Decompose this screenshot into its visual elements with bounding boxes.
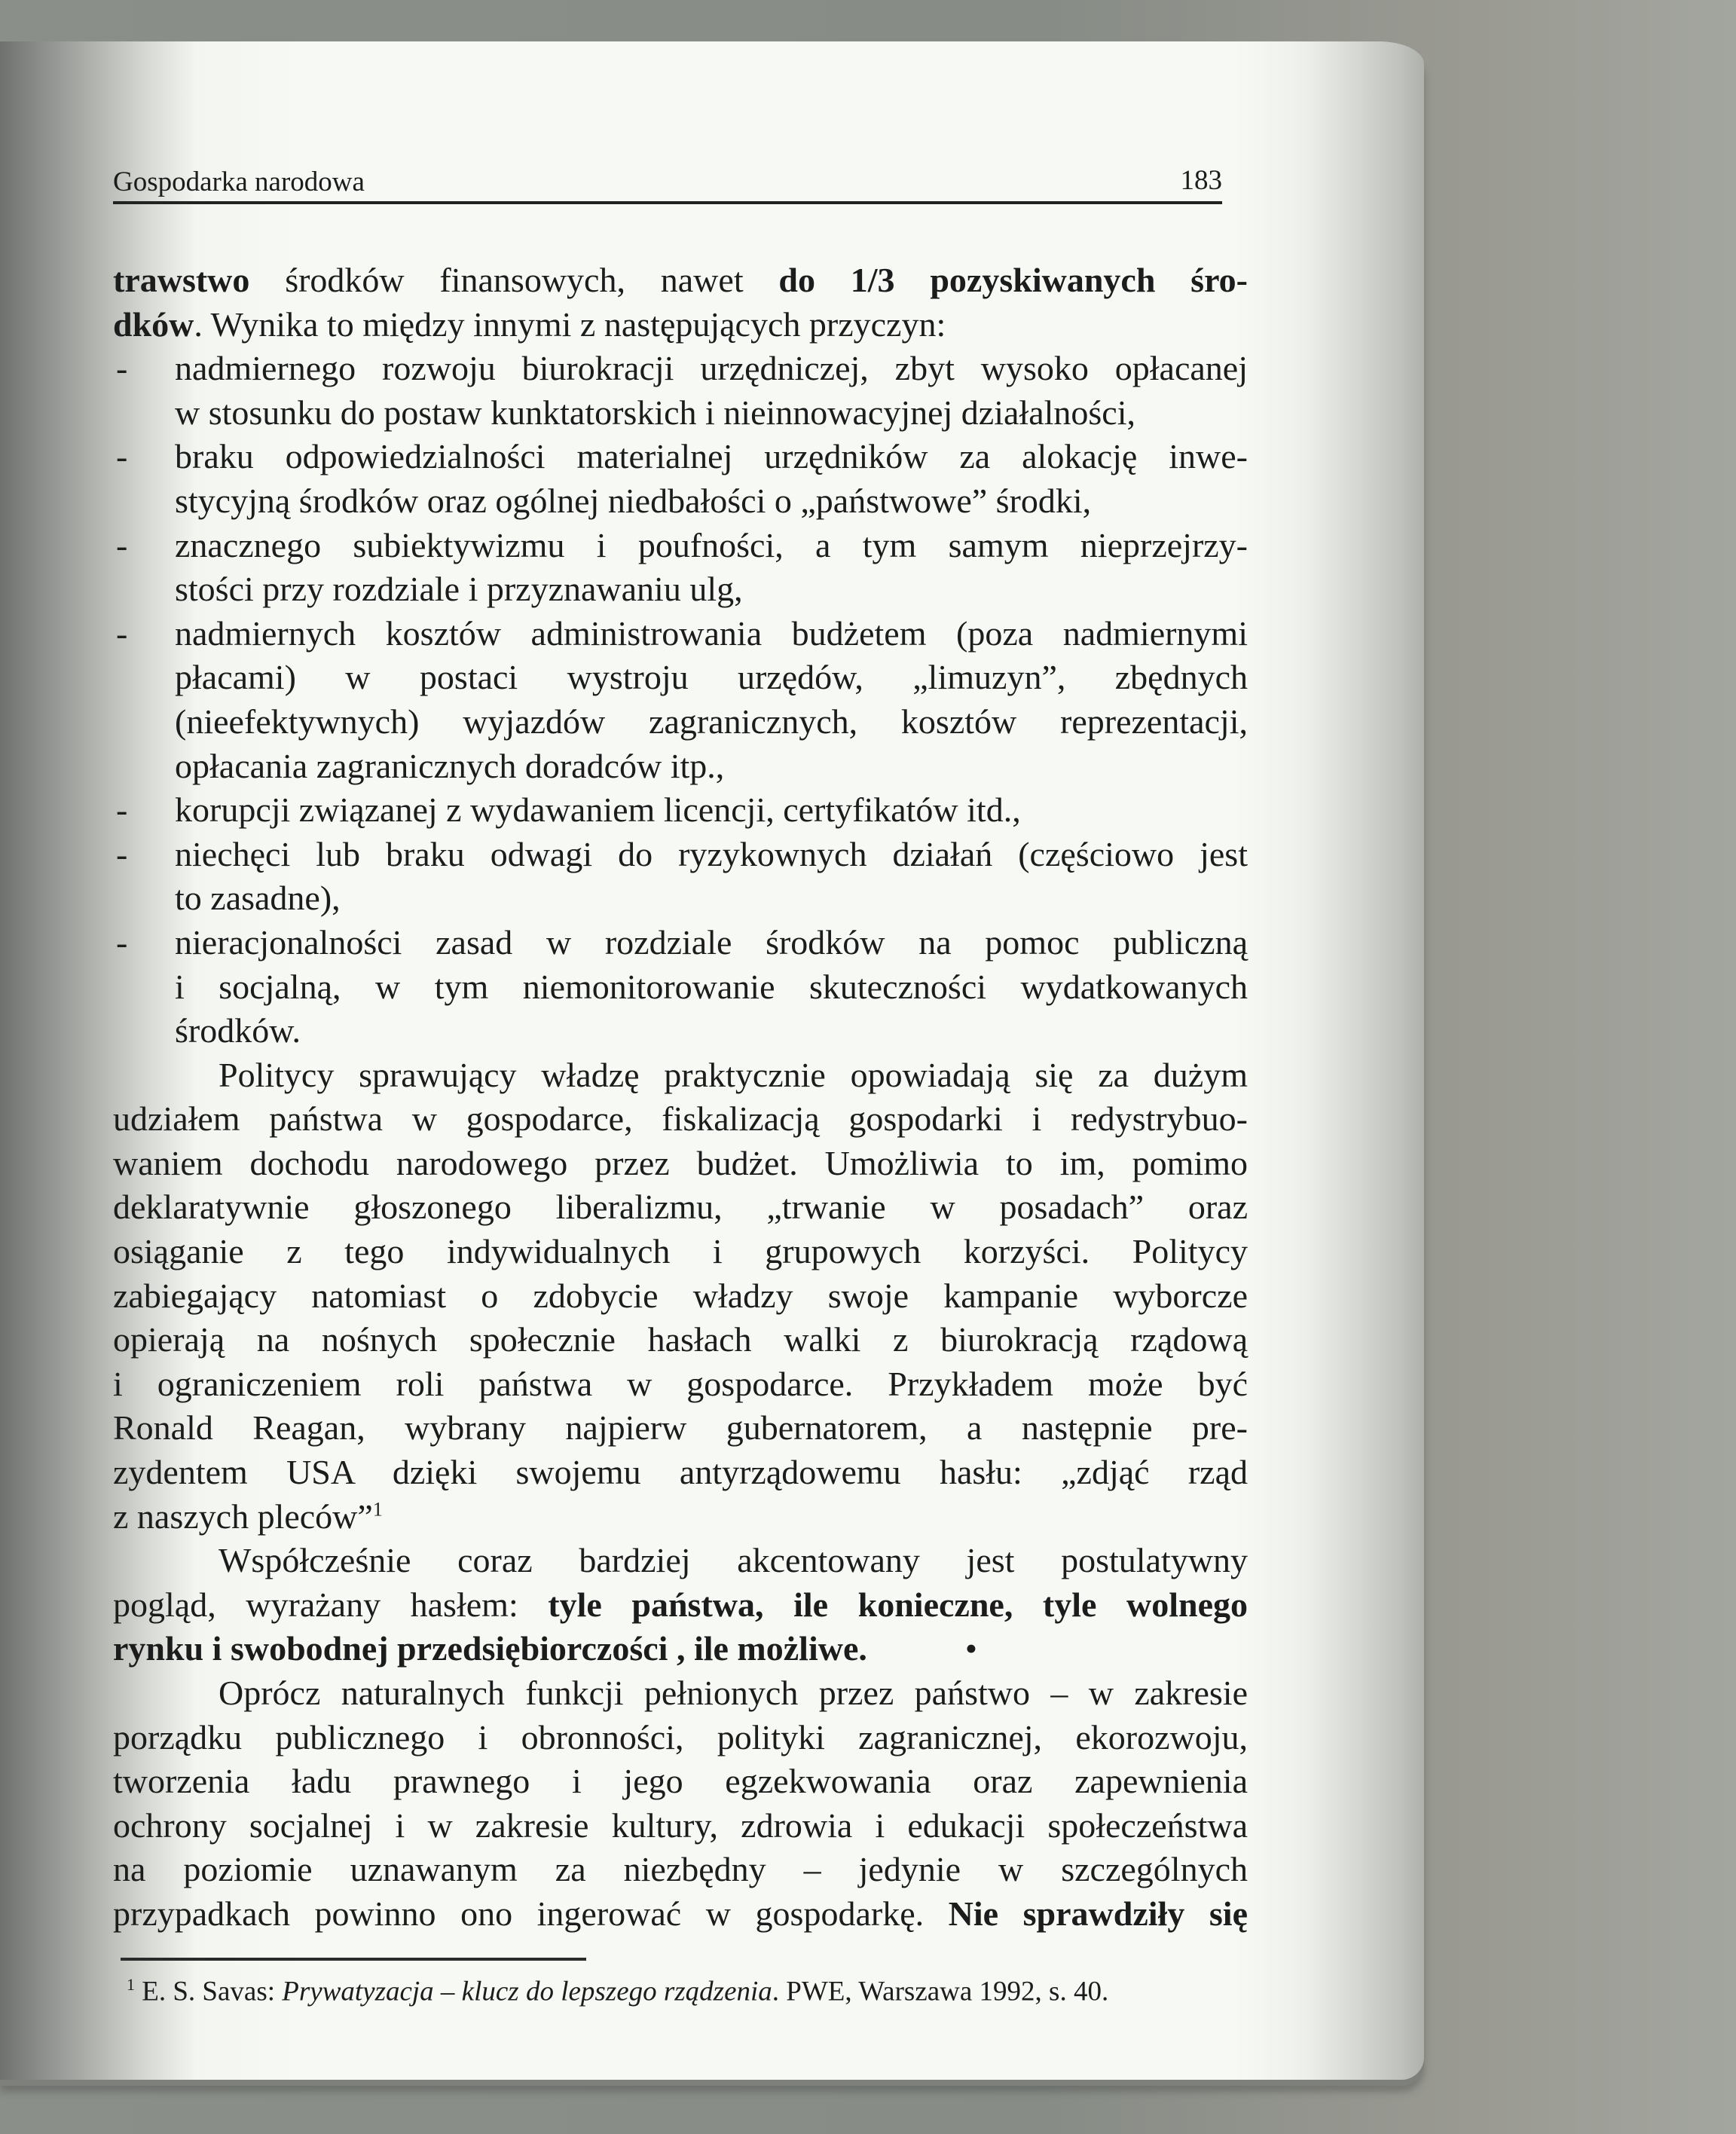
bullet-mark: • [964, 1629, 977, 1668]
text-span: z naszych pleców” [113, 1497, 373, 1536]
footnote-reference[interactable]: 1 [372, 1498, 383, 1521]
text-span: nadmiernego rozwoju biurokracji urzędniczej, zbyt wysoko opłacanej [175, 349, 1248, 388]
text-span: niechęci lub braku odwagi do ryzykownych działań (częściowo jest [175, 834, 1248, 873]
text-line: na poziomie uznawanym za niezbędny – jedynie w szczególnych [113, 1850, 1248, 1889]
list-item-line [113, 391, 1248, 436]
list-item-line [113, 700, 1248, 744]
paragraph-postulate [113, 1539, 1248, 1671]
text-line [113, 1583, 1248, 1628]
page-number: 183 [1180, 165, 1222, 196]
text-line [113, 303, 1248, 347]
list-dash: - [116, 349, 128, 388]
text-span: pogląd, wyrażany hasłem: [113, 1585, 549, 1624]
text-span: środków. [175, 1011, 301, 1050]
list-item-line [113, 612, 1248, 656]
paragraph-state-functions [113, 1671, 1248, 1937]
list-item-line [113, 524, 1248, 568]
list-item-line [113, 744, 1248, 789]
text-line: Oprócz naturalnych funkcji pełnionych przez państwo – w zakresie [219, 1674, 1248, 1712]
text-span: nadmiernych kosztów administrowania budżetem (poza nadmiernymi [175, 613, 1248, 653]
running-header [113, 154, 1222, 204]
text-span: stycyjną środków oraz ogólnej niedbałości o „państwowe” środki, [175, 481, 1092, 520]
footnote-number: 1 [127, 1975, 135, 1994]
paragraph-politicians [113, 1053, 1248, 1539]
bold-phrase: rynku i swobodnej przedsiębiorczości , ile możliwe. [113, 1629, 867, 1668]
list-dash: - [116, 834, 128, 873]
list-item-line [113, 1009, 1248, 1053]
text-line: udziałem państwa w gospodarce, fiskalizacją gospodarki i redystrybuo- [113, 1099, 1248, 1139]
text-span: i socjalną, w tym niemonitorowanie skuteczności wydatkowanych [175, 967, 1248, 1006]
bold-phrase: Nie sprawdziły się [948, 1894, 1248, 1933]
text-line: Politycy sprawujący władzę praktycznie opowiadają się za dużym [219, 1055, 1248, 1094]
text-line [113, 1892, 1248, 1937]
list-dash: - [116, 790, 128, 830]
list-item-line [113, 435, 1248, 479]
body-text [113, 258, 1248, 1937]
bold-phrase: trawstwo [113, 261, 250, 299]
list-item-line [113, 833, 1248, 877]
text-line [113, 258, 1248, 303]
text-span: . Wynika to między innymi z następujących przyczyn: [194, 304, 946, 344]
text-span: znacznego subiektywizmu i poufności, a tym samym nieprzejrzy- [175, 525, 1248, 564]
list-item-line [113, 921, 1248, 965]
list-dash: - [116, 437, 128, 476]
list-item-line [113, 788, 1248, 833]
bold-phrase: do 1/3 pozyskiwanych śro- [778, 261, 1248, 299]
text-span: opłacania zagranicznych doradców itp., [175, 746, 725, 785]
list-item-line [113, 876, 1248, 921]
book-page [0, 41, 1424, 2080]
text-line [113, 1627, 1248, 1671]
footnote-title: Prywatyzacja – klucz do lepszego rządzenia [282, 1976, 772, 2007]
text-span: przypadkach powinno ono ingerować w gospodarkę. [113, 1894, 949, 1933]
text-line: Współcześnie coraz bardziej akcentowany jest postulatywny [219, 1541, 1248, 1580]
text-span: stości przy rozdziale i przyznawaniu ulg, [175, 570, 743, 609]
bold-phrase: tyle państwa, ile konieczne, tyle wolnego [548, 1585, 1248, 1624]
footnote-separator [121, 1958, 586, 1961]
list-item-line [113, 567, 1248, 612]
text-line: zabiegający natomiast o zdobycie władzy swoje kampanie wyborcze [113, 1276, 1248, 1315]
list-item-line [113, 965, 1248, 1010]
text-line: waniem dochodu narodowego przez budżet. Umożliwia to im, pomimo [113, 1143, 1248, 1182]
list-item-line [113, 479, 1248, 524]
text-span: środków finansowych, nawet [249, 261, 779, 299]
list-dash: - [116, 922, 128, 962]
text-span: korupcji związanej z wydawaniem licencji, certyfikatów itd., [175, 790, 1021, 830]
text-span: to zasadne), [175, 879, 341, 918]
text-line: Ronald Reagan, wybrany najpierw gubernatorem, a następnie pre- [113, 1408, 1248, 1448]
list-item-line [113, 347, 1248, 391]
running-title: Gospodarka narodowa [113, 167, 365, 197]
text-line: porządku publicznego i obronności, polityki zagranicznej, ekorozwoju, [113, 1717, 1248, 1756]
bold-phrase: dków [113, 304, 194, 344]
footnote-author: E. S. Savas: [142, 1976, 283, 2007]
footnote-publication: . PWE, Warszawa 1992, s. 40. [772, 1976, 1109, 2007]
causes-list [113, 347, 1248, 1053]
text-line: osiąganie z tego indywidualnych i grupowych korzyści. Politycy [113, 1232, 1248, 1271]
text-line: tworzenia ładu prawnego i jego egzekwowania oraz zapewnienia [113, 1762, 1248, 1801]
footnote [127, 1975, 1108, 2007]
list-dash: - [116, 613, 128, 653]
text-span: w stosunku do postaw kunktatorskich i nieinnowacyjnej działalności, [175, 393, 1135, 432]
text-line: opierają na nośnych społecznie hasłach walki z biurokracją rządową [113, 1320, 1248, 1359]
list-item-line [113, 656, 1248, 700]
list-dash: - [116, 525, 128, 564]
text-line: deklaratywnie głoszonego liberalizmu, „trwanie w posadach” oraz [113, 1188, 1248, 1227]
text-line: zydentem USA dzięki swojemu antyrządowemu hasłu: „zdjąć rząd [113, 1453, 1248, 1492]
text-line: ochrony socjalnej i w zakresie kultury, zdrowia i edukacji społeczeństwa [113, 1805, 1248, 1845]
text-line: i ograniczeniem roli państwa w gospodarce. Przykładem może być [113, 1364, 1248, 1403]
text-span: braku odpowiedzialności materialnej urzędników za alokację inwe- [175, 437, 1248, 476]
text-line [113, 1495, 1248, 1539]
text-span: nieracjonalności zasad w rozdziale środków na pomoc publiczną [175, 922, 1248, 962]
text-span: (nieefektywnych) wyjazdów zagranicznych, kosztów reprezentacji, [175, 702, 1248, 741]
text-span: płacami) w postaci wystroju urzędów, „limuzyn”, zbędnych [175, 658, 1248, 697]
